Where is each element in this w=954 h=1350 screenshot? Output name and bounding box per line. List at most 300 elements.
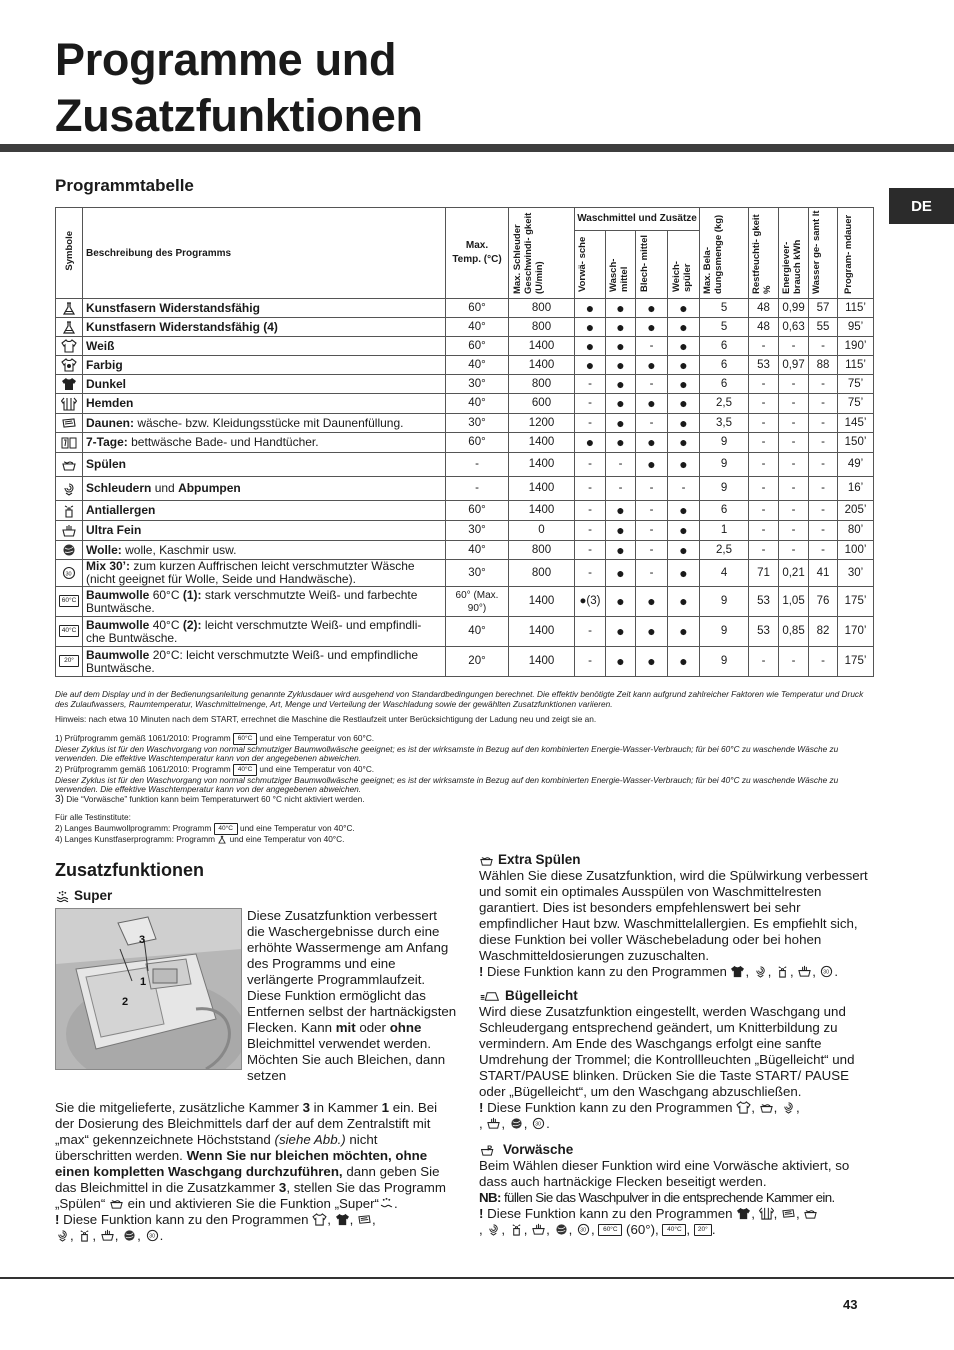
test-note-4-suffix: und eine Temperatur von 40°C.	[229, 833, 345, 844]
super-continuation	[55, 1100, 455, 1244]
program-water: 76	[809, 587, 838, 617]
program-bleach: -	[636, 560, 668, 587]
table-row	[56, 375, 874, 394]
program-softener: ●	[668, 560, 700, 587]
program-bleach: ●	[636, 356, 668, 375]
extra-spuelen-note-mark: !	[479, 964, 484, 979]
footer-divider	[0, 1277, 954, 1279]
program-softener: ●	[668, 587, 700, 617]
spin-drain-icon	[486, 1223, 501, 1236]
program-duration: 100’	[838, 541, 874, 560]
program-symbol-cell	[56, 521, 83, 541]
program-detail: leicht verschmutzte Weiß- und empfindli- che Buntwäsche.	[86, 617, 422, 645]
program-symbol-cell	[56, 541, 83, 560]
buegelleicht-text: Wird diese Zusatzfunktion eingestellt, werden Waschgang und Schleudergang entsprechend geändert, um Knitterbildung zu vermindern. Am Ende des Waschgangs erfolgt eine sanfte Umdrehung der Trommel; die Kontrollleuchten „Bügelleicht“ und START/PAUSE blinken. Drücken Sie die Taste START/ PAUSE oder „Bügelleicht“, um den Waschgang abzuschließen.	[479, 1004, 855, 1099]
program-temp: 30°	[446, 521, 509, 541]
super-text-1: Diese Zusatzfunktion verbessert die Waschergebnisse durch eine erhöhte Wassermenge am Anfang des Programms und eine verlängerte Programmlaufzeit. Diese Funktion ermöglicht das Entfernen selbst der hartnäckigsten Flecken. Kann	[247, 908, 457, 1035]
super-title: Super	[74, 888, 113, 903]
program-temp: -	[446, 453, 509, 477]
program-detail: zum kurzen Auffrischen leicht verschmutzter Wäsche (nicht geeignet für Wolle, Seide und Handwäsche).	[86, 559, 415, 586]
wool-icon	[554, 1223, 569, 1236]
program-bleach: ●	[636, 299, 668, 318]
program-bleach: -	[636, 521, 668, 541]
program-prewash: -	[575, 501, 606, 521]
program-detergent: ●	[606, 560, 636, 587]
program-energy: 0,97	[779, 356, 809, 375]
white-shirt-icon	[61, 339, 77, 353]
program-name-2: (2):	[182, 617, 202, 632]
table-notes	[55, 690, 875, 845]
header-waschmittel: Wasch- mittel	[606, 230, 636, 298]
buegelleicht-note-mark: !	[479, 1100, 484, 1115]
super-icon	[55, 890, 70, 903]
program-moisture: 48	[749, 299, 779, 318]
program-symbol-cell	[56, 414, 83, 433]
super-oder: oder	[355, 1020, 390, 1035]
program-symbol-cell	[56, 318, 83, 337]
super-after-5: dann geben Sie das Bleichmittel in die Zusatzkammer	[55, 1164, 440, 1195]
program-softener: ●	[668, 356, 700, 375]
program-symbol-cell	[56, 560, 83, 587]
program-name-mid: 60°C	[149, 587, 183, 602]
program-bleach: -	[636, 541, 668, 560]
program-prewash: -	[575, 521, 606, 541]
super-chamber-1: 1	[381, 1100, 390, 1115]
table-row	[56, 414, 874, 433]
vorwaesche-nb	[479, 1190, 875, 1206]
program-detergent: ●	[606, 414, 636, 433]
program-water: -	[809, 337, 838, 356]
program-spin: 1400	[509, 477, 575, 501]
program-load: 9	[700, 477, 749, 501]
program-symbol-cell	[56, 375, 83, 394]
program-prewash: -	[575, 617, 606, 647]
program-description	[83, 560, 446, 587]
vorwaesche-note-60: (60°),	[626, 1222, 659, 1237]
program-description	[83, 453, 446, 477]
header-symbole: Symbole	[56, 208, 83, 299]
super-see-figure: (siehe Abb.)	[274, 1132, 346, 1147]
anti-allergy-icon	[61, 504, 77, 518]
duvet-icon	[781, 1207, 796, 1220]
prewash-icon	[479, 1144, 499, 1157]
program-moisture: -	[749, 647, 779, 677]
program-moisture: -	[749, 501, 779, 521]
drawer-illustration	[56, 909, 241, 1069]
program-energy: -	[779, 375, 809, 394]
program-temp: 60°	[446, 299, 509, 318]
program-energy: -	[779, 541, 809, 560]
program-duration: 145’	[838, 414, 874, 433]
program-name-2: (1):	[182, 587, 202, 602]
program-water: -	[809, 647, 838, 677]
program-detergent: ●	[606, 647, 636, 677]
program-bleach: -	[636, 375, 668, 394]
program-load: 9	[700, 647, 749, 677]
program-water: -	[809, 477, 838, 501]
program-name-mid: und	[151, 481, 179, 495]
program-energy: -	[779, 337, 809, 356]
super-after-8: .	[393, 1196, 398, 1211]
program-name: Daunen:	[86, 415, 134, 430]
program-spin: 1400	[509, 433, 575, 453]
program-load: 5	[700, 318, 749, 337]
program-spin: 1400	[509, 453, 575, 477]
program-duration: 150’	[838, 433, 874, 453]
rinse-icon	[803, 1207, 818, 1220]
program-duration: 80’	[838, 521, 874, 541]
cotton-20-icon: 20°	[694, 1224, 712, 1236]
program-load: 9	[700, 433, 749, 453]
vorwaesche-nb-label: NB:	[479, 1190, 501, 1205]
duvet-icon	[357, 1213, 372, 1226]
spin-drain-icon	[55, 1229, 70, 1242]
table-row	[56, 433, 874, 453]
wool-icon	[61, 543, 77, 557]
program-prewash: ●	[575, 356, 606, 375]
super-heading	[55, 888, 455, 904]
program-bleach: -	[636, 337, 668, 356]
page-number: 43	[843, 1297, 858, 1312]
program-name: Baumwolle	[86, 617, 150, 632]
program-detail: leicht verschmutzte Weiß- und empfindliche Buntwäsche.	[86, 647, 419, 675]
program-water: -	[809, 394, 838, 414]
title-line-1: Programme und	[55, 34, 397, 85]
program-energy: 1,05	[779, 587, 809, 617]
header-restfeuchte: Restfeuchti- gkeit %	[749, 208, 779, 299]
program-water: 88	[809, 356, 838, 375]
program-detergent: ●	[606, 433, 636, 453]
program-softener: ●	[668, 541, 700, 560]
page-title	[55, 32, 423, 144]
table-row	[56, 299, 874, 318]
program-energy: -	[779, 394, 809, 414]
ultra-delicate-icon	[531, 1223, 546, 1236]
program-duration: 75’	[838, 394, 874, 414]
program-temp: 30°	[446, 375, 509, 394]
spin-drain-icon	[781, 1101, 796, 1114]
program-temp: 20°	[446, 647, 509, 677]
header-max-beladung: Max. Bela- dungsmenge (kg)	[700, 208, 749, 299]
program-bleach: -	[636, 477, 668, 501]
program-detergent: ●	[606, 541, 636, 560]
program-moisture: -	[749, 433, 779, 453]
super-chamber-3: 3	[302, 1100, 310, 1115]
program-duration: 75’	[838, 375, 874, 394]
program-water: -	[809, 414, 838, 433]
program-prewash: -	[575, 453, 606, 477]
note-1-detail: Dieser Zyklus ist für den Waschvorgang von normal schmutziger Baumwollwäsche geeignet; es ist der wirksamste in Bezug auf den kombinierten Energie-Wasser-Verbrauch; für bei 60°C zu waschende Wäsche zu verwenden. Die effektive Waschtemperatur kann von der angegebenen abweichen.	[55, 743, 839, 763]
dark-shirt-icon	[730, 965, 745, 978]
program-load: 9	[700, 453, 749, 477]
extra-spuelen-title: Extra Spülen	[498, 852, 581, 867]
program-duration: 49’	[838, 453, 874, 477]
note-2	[55, 764, 875, 776]
program-symbol-cell	[56, 647, 83, 677]
cotton-60-icon: 60°C	[233, 733, 257, 745]
program-temp: 40°	[446, 617, 509, 647]
program-prewash: ●	[575, 318, 606, 337]
dark-shirt-icon	[335, 1213, 350, 1226]
cotton-40-icon: 40°C	[59, 625, 79, 637]
shirts-icon	[759, 1207, 774, 1220]
white-shirt-icon	[312, 1213, 327, 1226]
extra-spuelen-note-text: Diese Funktion kann zu den Programmen	[483, 964, 727, 979]
program-detergent: ●	[606, 299, 636, 318]
program-symbol-cell	[56, 501, 83, 521]
iron-icon	[479, 990, 501, 1003]
program-load: 5	[700, 299, 749, 318]
table-row	[56, 453, 874, 477]
table-row	[56, 318, 874, 337]
super-section	[55, 888, 457, 1243]
program-energy: 0,21	[779, 560, 809, 587]
table-row	[56, 521, 874, 541]
super-mit: mit	[335, 1020, 356, 1035]
rinse-icon	[479, 854, 494, 867]
cotton-40-icon: 40°C	[214, 823, 238, 835]
program-water: -	[809, 541, 838, 560]
buegelleicht-title: Bügelleicht	[505, 988, 578, 1003]
program-name-2: Abpumpen	[178, 481, 241, 495]
program-description	[83, 501, 446, 521]
program-name-mid: 20°C:	[149, 647, 183, 662]
cotton-20-icon: 20°	[59, 655, 79, 667]
program-spin: 800	[509, 299, 575, 318]
program-moisture: -	[749, 521, 779, 541]
program-energy: 0,85	[779, 617, 809, 647]
note-2-detail: Dieser Zyklus ist für den Waschvorgang von normal schmutziger Baumwollwäsche geeignet; es ist der wirksamste in Bezug auf den kombinierten Energie-Wasser-Verbrauch; für bei 40°C zu waschende Wäsche zu verwenden. Die effektive Waschtemperatur kann von der angegebenen abweichen.	[55, 774, 839, 794]
super-note-mark: !	[55, 1212, 60, 1227]
program-energy: -	[779, 453, 809, 477]
note-1	[55, 733, 875, 745]
program-bleach: -	[636, 501, 668, 521]
program-moisture: -	[749, 453, 779, 477]
svg-text:30: 30	[65, 571, 72, 578]
program-load: 3,5	[700, 414, 749, 433]
dark-shirt-icon	[736, 1207, 751, 1220]
super-after-6: , stellen Sie das Programm „Spülen“	[55, 1180, 446, 1211]
program-softener: ●	[668, 394, 700, 414]
program-spin: 1400	[509, 647, 575, 677]
program-duration: 115’	[838, 299, 874, 318]
program-temp: 60°	[446, 337, 509, 356]
program-bleach: ●	[636, 453, 668, 477]
program-detail: bettwäsche Bade- und Handtücher.	[127, 435, 319, 449]
program-prewash: -	[575, 394, 606, 414]
program-spin: 1400	[509, 337, 575, 356]
ultra-delicate-icon	[486, 1117, 501, 1130]
program-spin: 800	[509, 318, 575, 337]
program-bleach: ●	[636, 647, 668, 677]
program-moisture: 53	[749, 356, 779, 375]
language-tab: DE	[889, 188, 954, 224]
program-table	[55, 207, 874, 677]
anti-allergy-icon	[77, 1229, 92, 1242]
super-after-3: ein. Bei der Dosierung des Bleichmittels darf der auf dem Zentralstift mit „max“ gekennzeichnete Höchststand	[55, 1100, 438, 1147]
header-max-schleuder: Max. Schleuder Geschwindi- gkeit (U/min)	[509, 208, 575, 299]
program-symbol-cell	[56, 433, 83, 453]
program-name: Spülen	[86, 457, 127, 471]
rinse-icon	[759, 1101, 774, 1114]
svg-text:30: 30	[823, 969, 830, 976]
super-after-4: nicht überschritten werden.	[55, 1132, 378, 1163]
figure-label-1: 1	[140, 976, 147, 988]
program-temp: 60° (Max. 90°)	[446, 587, 509, 617]
program-prewash: ●	[575, 337, 606, 356]
program-detergent: ●	[606, 617, 636, 647]
program-spin: 1400	[509, 501, 575, 521]
program-energy: 0,99	[779, 299, 809, 318]
program-prewash: ●	[575, 433, 606, 453]
program-symbol-cell	[56, 337, 83, 356]
program-description	[83, 587, 446, 617]
cotton-40-icon: 40°C	[233, 764, 257, 776]
test-institutes-heading: Für alle Testinstitute:	[55, 812, 131, 822]
program-symbol-cell	[56, 394, 83, 414]
table-row	[56, 541, 874, 560]
program-prewash: -	[575, 560, 606, 587]
synthetic-resistant-icon	[61, 320, 77, 334]
program-softener: ●	[668, 318, 700, 337]
note-2-prefix: 2) Prüfprogramm gemäß 1061/2010: Programm	[55, 763, 231, 774]
program-water: -	[809, 501, 838, 521]
program-prewash: ●(3)	[575, 587, 606, 617]
header-beschreibung: Beschreibung des Programms	[83, 208, 446, 299]
extra-spuelen-text: Wählen Sie diese Zusatzfunktion, wird die Spülwirkung verbessert und somit ein optimales Ausspülen von Waschmittelresten garantiert. Dies ist besonders empfehlenswert bei sehr empfindlicher Haut bzw. Waschmittelallergien. Es empfiehlt sich, diese Funktion bei voller Wäschebeladung oder bei hohen Waschmitteldosierungen zuzuschalten.	[479, 868, 868, 963]
detergent-drawer-figure	[55, 908, 242, 1070]
program-detail: wäsche- bzw. Kleidungsstücke mit Daunenfüllung.	[134, 415, 404, 430]
note-3-text: Die “Vorwäsche” funktion kann beim Temperaturwert 60 °C nicht aktiviert werden.	[66, 793, 365, 804]
program-name: Weiß	[86, 338, 115, 353]
program-description	[83, 521, 446, 541]
title-divider	[0, 144, 954, 152]
program-softener: ●	[668, 337, 700, 356]
program-detergent: ●	[606, 375, 636, 394]
program-bleach: ●	[636, 394, 668, 414]
program-moisture: 53	[749, 617, 779, 647]
program-temp: 60°	[446, 501, 509, 521]
rinse-icon	[109, 1197, 124, 1210]
program-energy: -	[779, 433, 809, 453]
svg-text:30: 30	[535, 1121, 542, 1128]
program-moisture: -	[749, 477, 779, 501]
program-spin: 800	[509, 541, 575, 560]
ultra-delicate-icon	[61, 524, 77, 538]
program-water: -	[809, 453, 838, 477]
hinweis-text: Hinweis: nach etwa 10 Minuten nach dem START, errechnet die Maschine die Restlaufzeit unter Berücksichtigung der Ladung neu und zeigt sie an.	[55, 714, 597, 724]
vorwaesche-note: ! Diese Funktion kann zu den Programmen , , , , , , , , 30 , 60°C (60°), 40°C , 20° .	[479, 1206, 875, 1238]
header-max-temp: Max. Temp. (°C)	[446, 208, 509, 299]
program-description	[83, 647, 446, 677]
program-detergent: -	[606, 477, 636, 501]
program-softener: ●	[668, 617, 700, 647]
svg-text:30: 30	[580, 1227, 586, 1234]
program-duration: 170’	[838, 617, 874, 647]
table-row	[56, 394, 874, 414]
program-detergent: ●	[606, 318, 636, 337]
program-energy: 0,63	[779, 318, 809, 337]
mix-30-icon	[61, 566, 77, 580]
note-3-number: 3)	[55, 793, 64, 805]
ultra-delicate-icon	[100, 1229, 115, 1242]
cotton-60-icon: 60°C	[59, 595, 79, 607]
program-load: 6	[700, 501, 749, 521]
program-temp: -	[446, 477, 509, 501]
program-description	[83, 433, 446, 453]
vorwaesche-note-text: Diese Funktion kann zu den Programmen	[483, 1206, 733, 1221]
right-column	[479, 852, 875, 1238]
program-temp: 30°	[446, 560, 509, 587]
program-water: 57	[809, 299, 838, 318]
spin-drain-icon	[61, 482, 77, 496]
program-table-body	[56, 299, 874, 677]
program-spin: 600	[509, 394, 575, 414]
program-detail: wolle, Kaschmir usw.	[121, 542, 237, 557]
mix-30-icon	[576, 1223, 591, 1236]
program-softener: ●	[668, 433, 700, 453]
program-symbol-cell	[56, 477, 83, 501]
super-text-2: Bleichmittel verwendet werden. Möchten Sie auch Bleichen, dann setzen	[247, 1036, 446, 1083]
synthetic-resistant-icon	[217, 835, 227, 845]
program-energy: -	[779, 521, 809, 541]
wool-icon	[509, 1117, 524, 1130]
buegelleicht-heading	[479, 988, 875, 1004]
program-name: Antiallergen	[86, 503, 156, 517]
header-dauer: Program- mdauer	[838, 208, 874, 299]
table-row	[56, 560, 874, 587]
program-symbol-cell	[56, 617, 83, 647]
program-water: 55	[809, 318, 838, 337]
program-detergent: ●	[606, 337, 636, 356]
program-water: -	[809, 521, 838, 541]
table-row	[56, 647, 874, 677]
table-row	[56, 617, 874, 647]
program-description	[83, 414, 446, 433]
anti-allergy-icon	[509, 1223, 524, 1236]
seven-days-icon	[61, 436, 77, 450]
program-temp: 30°	[446, 414, 509, 433]
program-prewash: -	[575, 477, 606, 501]
program-symbol-cell	[56, 453, 83, 477]
program-softener: ●	[668, 299, 700, 318]
coloured-shirt-icon	[61, 358, 77, 372]
program-spin: 0	[509, 521, 575, 541]
super-after-7: ein und aktivieren Sie die Funktion „Super“	[123, 1196, 379, 1211]
table-row	[56, 587, 874, 617]
program-duration: 16’	[838, 477, 874, 501]
program-energy: -	[779, 501, 809, 521]
header-bleichmittel: Blech- mittel	[636, 230, 668, 298]
figure-label-3: 3	[139, 934, 146, 946]
program-load: 2,5	[700, 394, 749, 414]
table-row	[56, 501, 874, 521]
hinweis-note	[55, 715, 875, 725]
program-prewash: -	[575, 375, 606, 394]
super-icon	[379, 1197, 394, 1210]
svg-text:30: 30	[148, 1233, 155, 1240]
super-chamber-3b: 3	[278, 1180, 287, 1195]
program-symbol-cell	[56, 356, 83, 375]
vorwaesche-text: Beim Wählen dieser Funktion wird eine Vorwäsche aktiviert, so dass auch hartnäckige Flecken beseitigt werden.	[479, 1158, 850, 1189]
program-softener: ●	[668, 501, 700, 521]
program-moisture: -	[749, 541, 779, 560]
program-spin: 800	[509, 560, 575, 587]
test-note-2-prefix: 2) Langes Baumwollprogramm: Programm	[55, 822, 212, 833]
mix-30-icon	[819, 965, 834, 978]
program-bleach: ●	[636, 318, 668, 337]
super-note-text: Diese Funktion kann zu den Programmen	[59, 1212, 309, 1227]
